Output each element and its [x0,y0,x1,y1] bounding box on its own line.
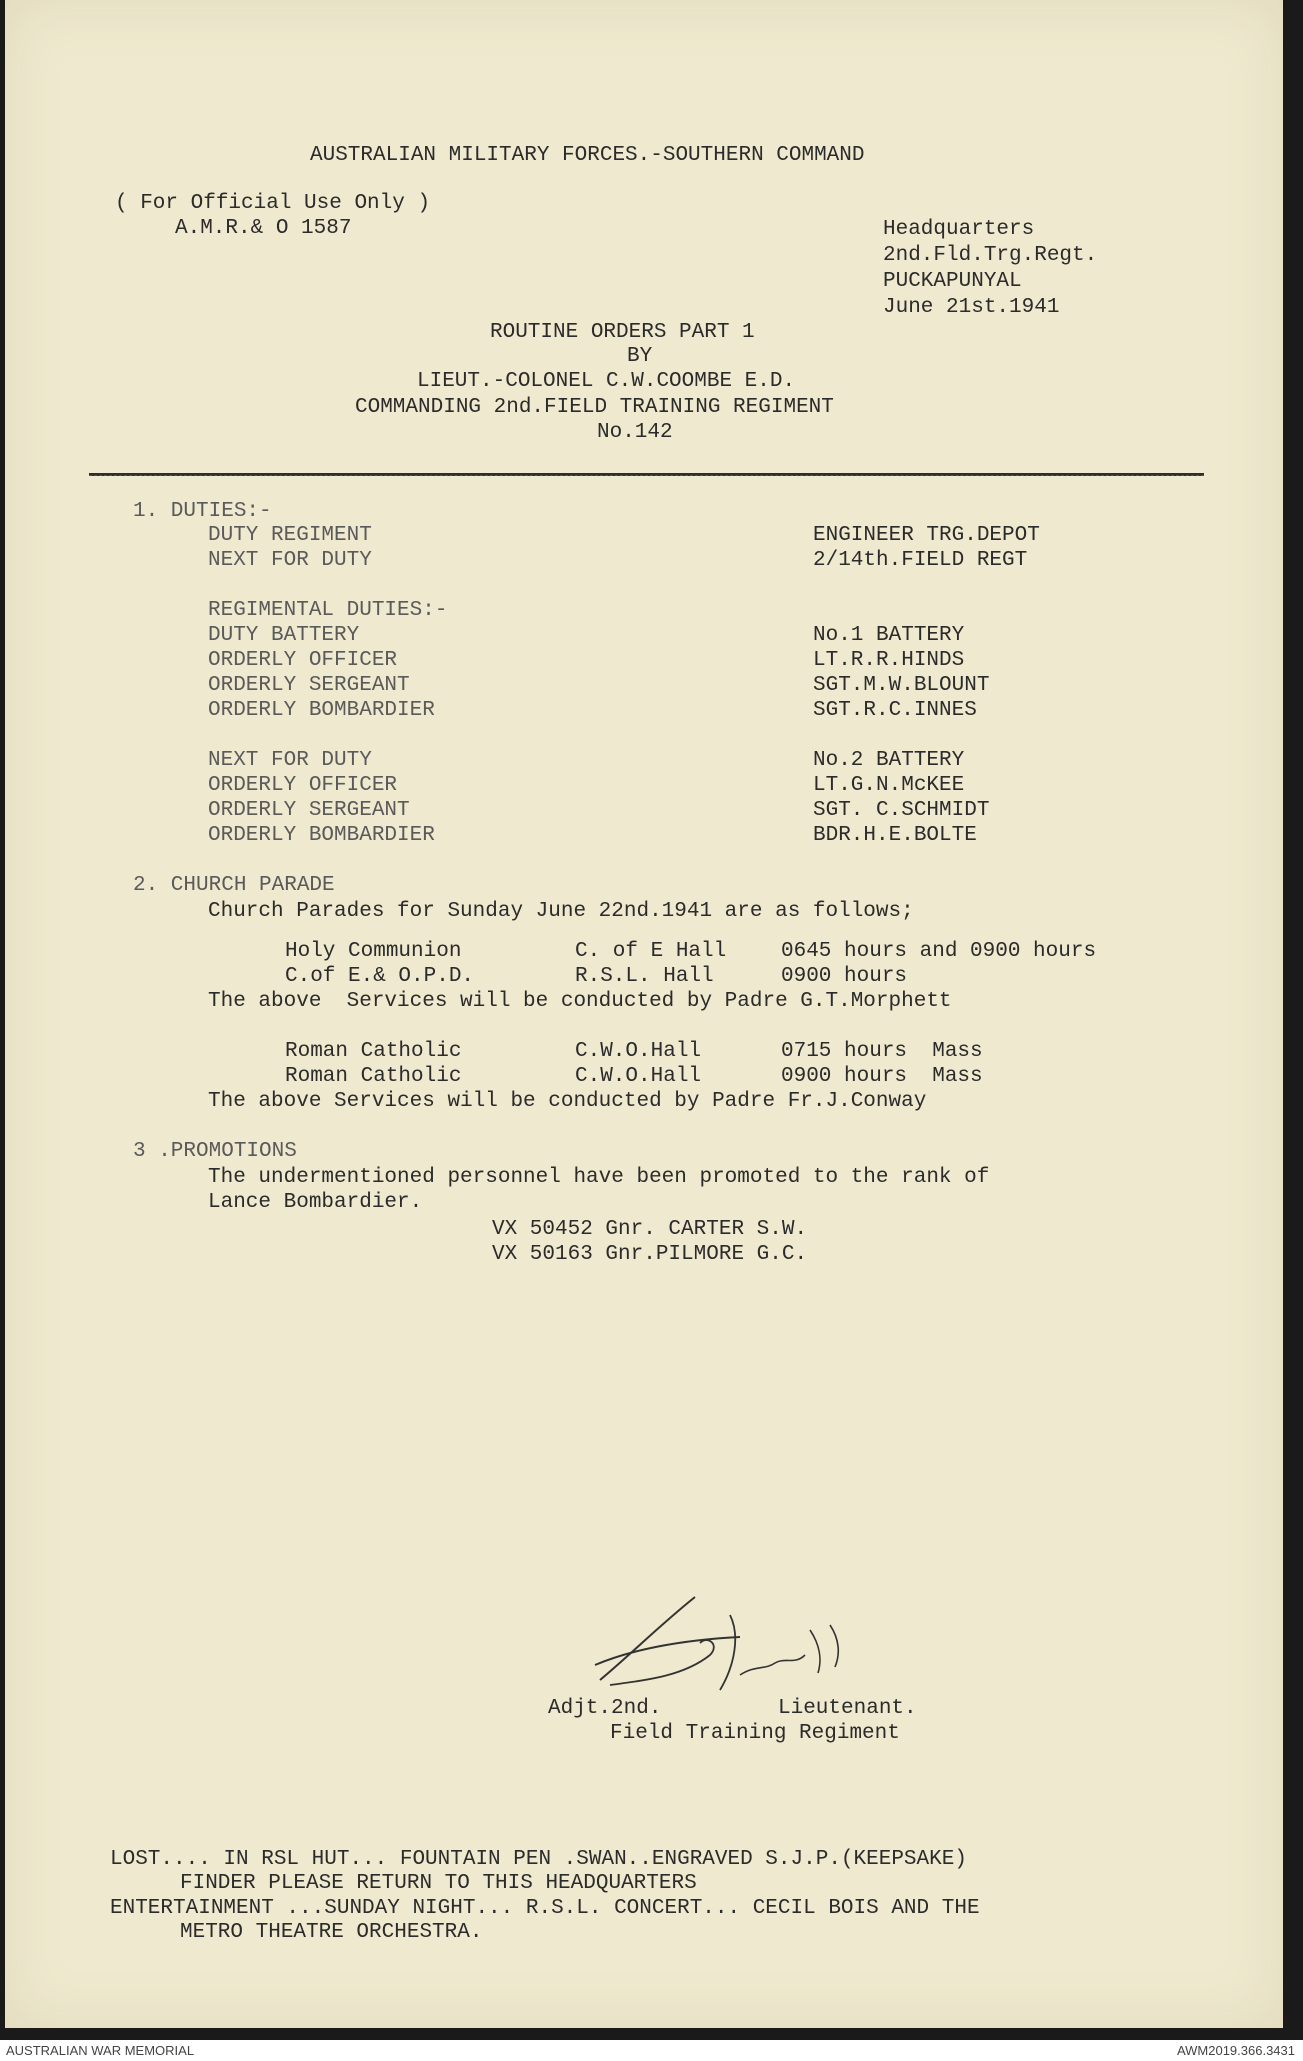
service-place: C.W.O.Hall [575,1040,702,1063]
horizontal-rule [89,473,1204,476]
service-note: The above Services will be conducted by Padre Fr.J.Conway [208,1090,927,1113]
church-heading: 2. CHURCH PARADE [133,874,335,897]
duty-label: ORDERLY BOMBARDIER [208,824,435,847]
duty-value: SGT.M.W.BLOUNT [813,674,990,697]
service-time: 0900 hours Mass [781,1065,983,1088]
notice-line: METRO THEATRE ORCHESTRA. [180,1921,483,1944]
document-page [5,0,1283,2028]
service-place: C. of E Hall [575,940,727,963]
duty-label: ORDERLY SERGEANT [208,674,410,697]
archive-footer [0,2040,1303,2061]
duty-label: NEXT FOR DUTY [208,749,372,772]
signature-title: Adjt.2nd. [548,1697,662,1720]
promotions-text: The undermentioned personnel have been promoted to the rank of [208,1166,990,1189]
duty-value: 2/14th.FIELD REGT [813,549,1028,572]
church-intro: Church Parades for Sunday June 22nd.1941 are as follows; [208,900,914,923]
handwritten-signature [590,1585,910,1705]
service-name: C.of E.& O.P.D. [285,965,475,988]
duty-label: DUTY REGIMENT [208,524,372,547]
service-name: Roman Catholic [285,1040,462,1063]
order-title-line: COMMANDING 2nd.FIELD TRAINING REGIMENT [355,396,834,419]
document-title: AUSTRALIAN MILITARY FORCES.-SOUTHERN COMMAND [310,144,865,167]
notice-line: FINDER PLEASE RETURN TO THIS HEADQUARTERS [180,1872,697,1895]
signature-unit: Field Training Regiment [610,1722,900,1745]
service-time: 0645 hours and 0900 hours [781,940,1097,963]
duty-label: ORDERLY SERGEANT [208,799,410,822]
hq-line: 2nd.Fld.Trg.Regt. [883,244,1098,267]
regimental-duties-heading: REGIMENTAL DUTIES:- [208,599,448,622]
service-time: 0900 hours [781,965,908,988]
duty-label: ORDERLY BOMBARDIER [208,699,435,722]
service-place: R.S.L. Hall [575,965,714,988]
duty-value: ENGINEER TRG.DEPOT [813,524,1040,547]
archive-name: AUSTRALIAN WAR MEMORIAL [6,2043,195,2058]
order-title-line: LIEUT.-COLONEL C.W.COOMBE E.D. [417,370,796,393]
service-place: C.W.O.Hall [575,1065,702,1088]
promoted-person: VX 50163 Gnr.PILMORE G.C. [492,1243,808,1266]
notice-line: ENTERTAINMENT ...SUNDAY NIGHT... R.S.L. CONCERT... CECIL BOIS AND THE [110,1897,980,1920]
order-number: No.142 [597,421,673,444]
duty-label: NEXT FOR DUTY [208,549,372,572]
restriction-note: ( For Official Use Only ) [115,192,431,215]
order-title-line: ROUTINE ORDERS PART 1 [490,321,755,344]
promotions-text: Lance Bombardier. [208,1191,423,1214]
hq-line: PUCKAPUNYAL [883,270,1022,293]
promotions-heading: 3 .PROMOTIONS [133,1140,297,1163]
service-name: Roman Catholic [285,1065,462,1088]
hq-date: June 21st.1941 [883,296,1060,319]
duty-value: LT.G.N.McKEE [813,774,965,797]
duty-value: BDR.H.E.BOLTE [813,824,977,847]
duty-value: SGT.R.C.INNES [813,699,977,722]
hq-line: Headquarters [883,218,1035,241]
notice-line: LOST.... IN RSL HUT... FOUNTAIN PEN .SWAN..ENGRAVED S.J.P.(KEEPSAKE) [110,1848,967,1871]
duty-value: SGT. C.SCHMIDT [813,799,990,822]
service-name: Holy Communion [285,940,462,963]
service-time: 0715 hours Mass [781,1040,983,1063]
duty-value: LT.R.R.HINDS [813,649,965,672]
service-note: The above Services will be conducted by Padre G.T.Morphett [208,990,952,1013]
duty-value: No.1 BATTERY [813,624,965,647]
duties-heading: 1. DUTIES:- [133,500,272,523]
promoted-person: VX 50452 Gnr. CARTER S.W. [492,1218,808,1241]
reference-number: A.M.R.& O 1587 [175,217,352,240]
duty-label: ORDERLY OFFICER [208,774,398,797]
duty-label: DUTY BATTERY [208,624,360,647]
order-title-line: BY [627,345,653,368]
duty-label: ORDERLY OFFICER [208,649,398,672]
signature-rank: Lieutenant. [778,1697,917,1720]
archive-accession-number: AWM2019.366.3431 [1176,2043,1295,2058]
duty-value: No.2 BATTERY [813,749,965,772]
